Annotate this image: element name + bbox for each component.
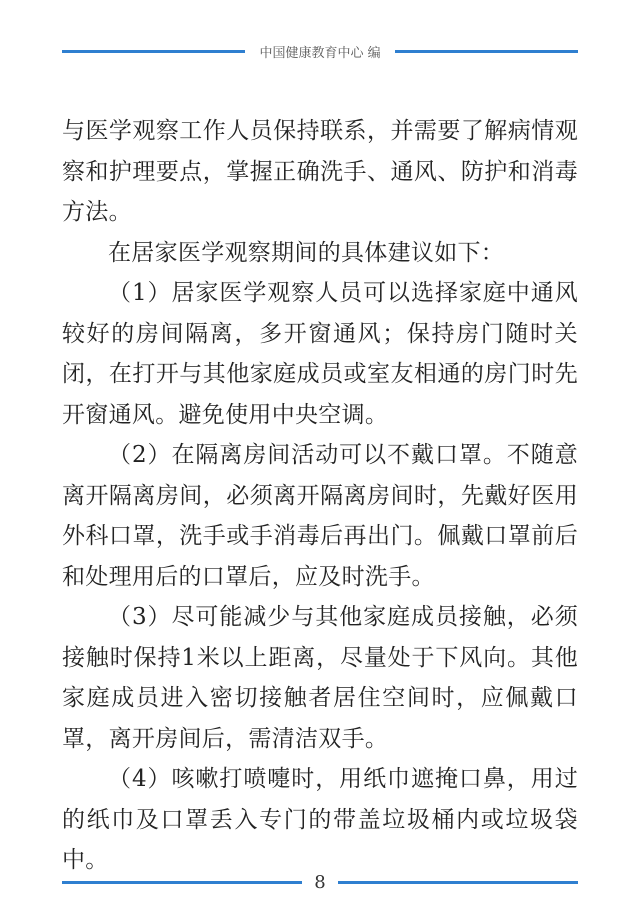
paragraph-item-2: （2）在隔离房间活动可以不戴口罩。不随意离开隔离房间，必须离开隔离房间时，先戴好医用外科口罩，洗手或手消毒后再出门。佩戴口罩前后和处理用后的口罩后，应及时洗手。 (62, 442, 578, 590)
body-text (62, 111, 578, 881)
paragraph-item-4: （4）咳嗽打喷嚏时，用纸巾遮掩口鼻，用过的纸巾及口罩丢入专门的带盖垃圾桶内或垃圾袋中。 (62, 766, 578, 873)
paragraph-continuation: 与医学观察工作人员保持联系，并需要了解病情观察和护理要点，掌握正确洗手、通风、防护和消毒方法。 (62, 118, 578, 225)
paragraph-item-3: （3）尽可能减少与其他家庭成员接触，必须接触时保持1米以上距离，尽量处于下风向。其他家庭成员进入密切接触者居住空间时，应佩戴口罩，离开房间后，需清洁双手。 (62, 604, 578, 752)
header-rule-right (395, 50, 578, 53)
footer-rule-left (62, 881, 302, 884)
footer-rule-right (338, 881, 578, 884)
page-number: 8 (314, 871, 326, 893)
page-footer (62, 870, 578, 894)
page-header (62, 41, 578, 61)
header-rule-left (62, 50, 245, 53)
header-title: 中国健康教育中心 编 (259, 45, 381, 61)
paragraph-item-1: （1）居家医学观察人员可以选择家庭中通风较好的房间隔离，多开窗通风；保持房门随时关闭，在打开与其他家庭成员或室友相通的房门时先开窗通风。避免使用中央空调。 (62, 280, 578, 428)
paragraph-intro: 在居家医学观察期间的具体建议如下： (108, 239, 505, 266)
